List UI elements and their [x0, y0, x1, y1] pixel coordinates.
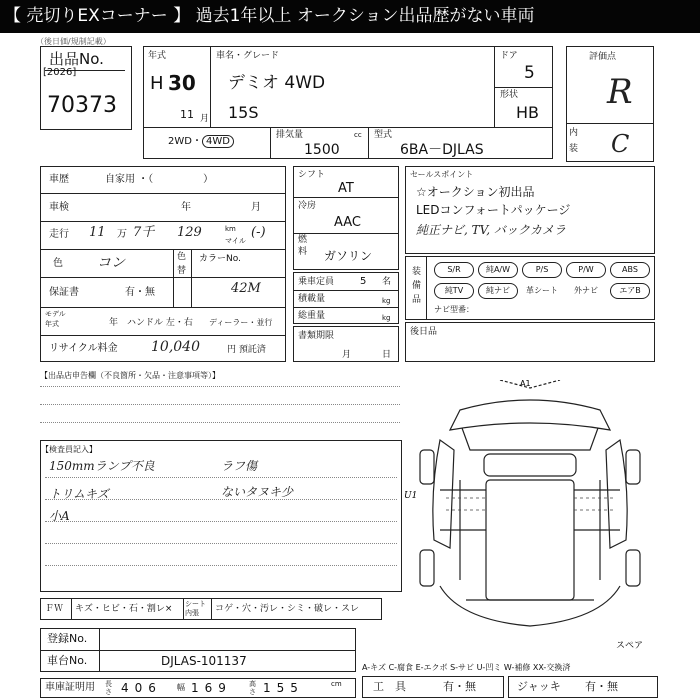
load-label: 積載量 [298, 294, 326, 304]
capacity-value: 5 [360, 276, 367, 287]
lot-tag: [2026] [43, 67, 77, 78]
fuel-value: ガソリン [324, 249, 373, 263]
body-value: HB [516, 103, 540, 122]
color-label: 色 [53, 258, 63, 269]
displacement-unit: cc [354, 131, 362, 139]
history-value: 自家用 ・（ ） [105, 174, 214, 185]
sales-point-2: LEDコンフォートパッケージ [416, 203, 571, 217]
inspector-label: 【検査員記入】 [41, 445, 97, 454]
sales-point-1: ☆オークション初出品 [416, 185, 535, 199]
details-box [40, 166, 286, 362]
registration-label: 登録No. [47, 632, 88, 645]
color-change-1: 色 [177, 252, 187, 262]
recycle-value: 10,040 [151, 339, 200, 355]
model-year-label-2: 年式 [45, 320, 59, 328]
damage-legend: A-キズ C-腐食 E-エクボ S-サビ U-凹ミ W-補修 XX-交換済 [362, 663, 571, 672]
mileage-hw1: 11 [89, 225, 106, 240]
model-value: 6BA－DJLAS [400, 142, 484, 158]
certificate-length-label: 長さ [105, 680, 112, 696]
fw-value: キズ・ヒビ・石・割レ× [75, 604, 173, 614]
color-code: 42M [231, 281, 261, 296]
car-damage-diagram [400, 380, 660, 650]
equip-abs: ABS [610, 262, 650, 278]
model-label: 型式 [374, 130, 393, 140]
tools-label: 工 具 [373, 680, 406, 693]
warranty-value: 有・無 [125, 287, 155, 298]
fuel-label-1: 燃 [298, 235, 308, 245]
equipment-box [405, 256, 655, 320]
inspector-box [40, 440, 402, 592]
history-label: 車歴 [49, 174, 69, 185]
interior-value: C [611, 130, 630, 158]
doors-value: 5 [524, 63, 535, 83]
navi-model: ナビ型番： [434, 305, 474, 314]
shift-value: AT [338, 181, 354, 196]
fw-label: ＦＷ [45, 604, 64, 614]
equip-tv: 純TV [434, 283, 474, 299]
registration-box [40, 628, 356, 672]
recycle-unit: 円 預託済 [227, 345, 266, 355]
drive-2wd: 2WD [168, 136, 192, 147]
mileage-unit-mile: マイル [225, 237, 246, 245]
registration-expiry-box [293, 326, 399, 362]
damage-row [40, 598, 382, 620]
interior-label-2: 装 [569, 144, 579, 154]
inspector-note-2: トリムキズ [49, 487, 109, 501]
car-name: デミオ 4WD [228, 73, 326, 93]
inspection-month: 月 [251, 202, 261, 213]
capacity-box [293, 272, 399, 324]
mileage-hw2: 7千 [133, 225, 155, 240]
registration-expiry-month: 月 [342, 350, 352, 360]
score-box [566, 46, 654, 162]
tools-box [362, 676, 504, 698]
displacement-value: 1500 [304, 142, 340, 158]
seller-notes-label: 【出品店申告欄（不良箇所・欠品・注意事項等）】 [40, 371, 220, 380]
seat-label-2: 内張 [185, 609, 199, 617]
mileage-label: 走行 [49, 229, 69, 240]
header-banner: 【 売切りEXコーナー 】 過去1年以上 オークション出品歴がない車両 [0, 0, 700, 33]
model-year-label-1: モデル [45, 310, 66, 318]
sales-points-box [405, 166, 655, 254]
inspector-note-3: 小A [49, 509, 70, 523]
color-code-label: カラーNo. [199, 254, 241, 264]
certificate-width-label: 幅 [177, 683, 185, 692]
equip-alloy-wheel: 純A/W [478, 262, 518, 278]
mileage-man: 万 [117, 229, 127, 240]
drive-options [168, 136, 234, 148]
chassis-value: DJLAS-101137 [161, 654, 247, 668]
interior-label-1: 内 [569, 128, 579, 138]
equip-power-steering: P/S [522, 262, 562, 278]
diagram-mark-top: A1 [520, 380, 531, 388]
recycle-label: リサイクル料金 [49, 343, 118, 354]
registration-expiry-day: 日 [382, 350, 392, 360]
inspector-note-5: ないタヌキ少 [221, 485, 294, 499]
inspector-note-4: ラフ傷 [221, 459, 258, 473]
tools-value: 有・無 [443, 680, 476, 693]
capacity-unit: 名 [382, 277, 392, 287]
spec-row [143, 127, 553, 159]
subheader: （後日価/規制記載） [36, 37, 111, 46]
certificate-unit: cm [331, 680, 342, 688]
color-change-2: 替 [177, 266, 187, 276]
sales-point-3: 純正ナビ, TV, バックカメラ [416, 223, 566, 237]
year-month-unit: 月 [200, 114, 210, 124]
equip-leather-seat: 革シート [526, 286, 558, 295]
model-year-handle: ハンドル 左・右 [127, 318, 193, 328]
drive-dot: ・ [191, 136, 202, 147]
diagram-spare-label: スペア [616, 641, 644, 650]
load-unit: kg [382, 297, 391, 305]
mechanical-box [293, 166, 399, 270]
equip-sr: S/R [434, 262, 474, 278]
seat-label-1: シート [185, 600, 206, 608]
model-year-dealer: ディーラー・並行 [209, 318, 273, 327]
certificate-width: 169 [191, 681, 232, 695]
year-value: 30 [168, 71, 196, 95]
sales-points-label: セールスポイント [410, 170, 474, 179]
drive-4wd: 4WD [202, 135, 234, 148]
shift-label: シフト [298, 170, 326, 180]
mileage-hw3: 129 [177, 225, 202, 240]
warranty-label: 保証書 [49, 287, 79, 298]
ac-value: AAC [334, 215, 361, 230]
doors-label: ドア [500, 51, 518, 61]
inspection-year: 年 [181, 202, 191, 213]
weight-unit: kg [382, 314, 391, 322]
vehicle-info-box [143, 46, 553, 128]
score-value: R [607, 72, 633, 112]
lot-label: 出品No. [49, 50, 104, 68]
certificate-length: 406 [121, 681, 162, 695]
jack-box [508, 676, 658, 698]
seat-value: コゲ・穴・汚レ・シミ・破レ・スレ [215, 604, 360, 614]
color-value: コン [97, 255, 125, 271]
body-label: 形状 [500, 90, 519, 100]
registration-expiry-label: 書類期限 [298, 331, 335, 341]
year-month: 11 [180, 108, 194, 121]
displacement-label: 排気量 [276, 130, 304, 140]
chassis-label: 車台No. [47, 654, 88, 667]
inspection-label: 車検 [49, 202, 69, 213]
certificate-height-label: 高さ [249, 680, 256, 696]
certificate-height: 155 [263, 681, 304, 695]
lot-box [40, 46, 132, 130]
equip-airbag: エアB [610, 283, 650, 299]
weight-label: 総重量 [298, 311, 326, 321]
year-era: H [150, 73, 164, 94]
lot-number: 70373 [47, 93, 117, 118]
model-year-year: 年 [109, 318, 119, 328]
car-grade: 15S [228, 103, 259, 122]
diagram-mark-side: U1 [404, 491, 418, 501]
mileage-unit-km: km [225, 225, 236, 233]
fuel-label-2: 料 [298, 247, 308, 257]
equip-power-window: P/W [566, 262, 606, 278]
later-items-box [405, 322, 655, 362]
equip-navi: 純ナビ [478, 283, 518, 299]
ac-label: 冷房 [298, 201, 317, 211]
certificate-label: 車庫証明用 [45, 682, 95, 693]
score-label: 評価点 [589, 52, 617, 62]
later-items-label: 後日品 [410, 327, 438, 337]
equip-aftermarket-navi: 外ナビ [574, 286, 598, 295]
car-name-label: 車名・グレード [216, 51, 280, 61]
inspector-note-1: 150mmランプ不良 [49, 459, 155, 473]
year-label: 年式 [148, 51, 167, 61]
jack-label: ジャッキ [517, 680, 561, 693]
capacity-label: 乗車定員 [298, 277, 335, 287]
jack-value: 有・無 [585, 680, 618, 693]
certificate-row [40, 678, 356, 698]
equipment-label: 装備品 [412, 267, 422, 305]
mileage-hw4: (-) [251, 225, 266, 240]
